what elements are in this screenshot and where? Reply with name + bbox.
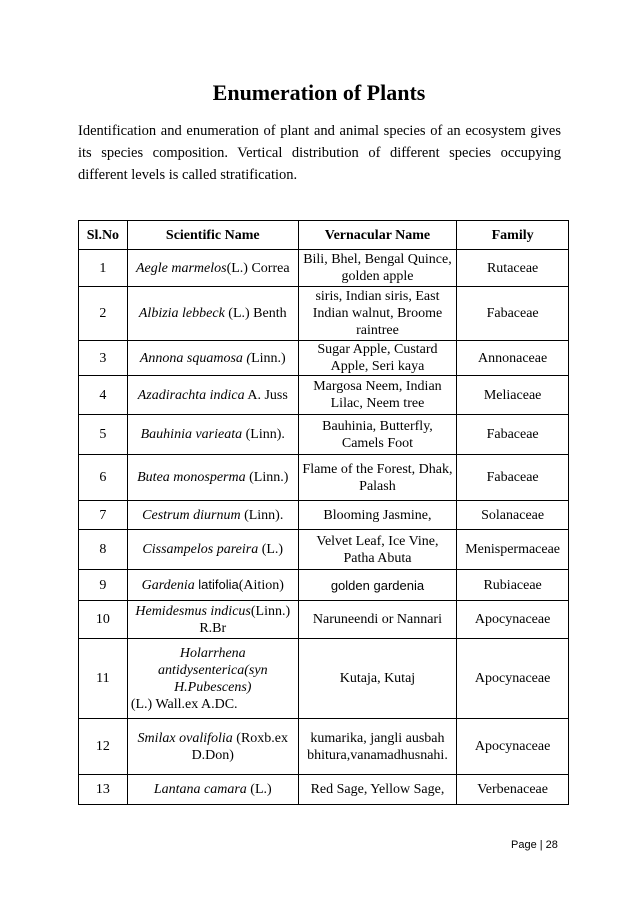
author-citation: (L.) bbox=[258, 542, 284, 557]
scientific-name: Butea monosperma bbox=[137, 470, 246, 485]
scientific-name-cell bbox=[127, 415, 298, 455]
vernacular-name-cell: Red Sage, Yellow Sage, bbox=[298, 775, 457, 805]
family-cell: Solanaceae bbox=[457, 501, 569, 530]
scientific-name-cell bbox=[127, 341, 298, 376]
vernacular-name-cell: Bili, Bhel, Bengal Quince, golden apple bbox=[298, 250, 457, 287]
author-citation: (Linn.) R.Br bbox=[199, 603, 291, 636]
table-row bbox=[79, 415, 569, 455]
header-vernacular-name: Vernacular Name bbox=[298, 221, 457, 250]
author-citation: (Linn). bbox=[240, 507, 284, 523]
vernacular-name-cell: Margosa Neem, Indian Lilac, Neem tree bbox=[298, 376, 457, 415]
scientific-name-cell bbox=[127, 775, 298, 805]
sl-no-cell: 10 bbox=[79, 601, 128, 639]
scientific-name-cell bbox=[127, 376, 298, 415]
table-row bbox=[79, 570, 569, 601]
author-citation: (Aition) bbox=[238, 578, 284, 593]
table-row bbox=[79, 501, 569, 530]
family-cell: Meliaceae bbox=[457, 376, 569, 415]
header-scientific-name: Scientific Name bbox=[127, 221, 298, 250]
table-row bbox=[79, 530, 569, 570]
sl-no-cell: 13 bbox=[79, 775, 128, 805]
author-citation: (Linn.) bbox=[245, 470, 289, 485]
vernacular-name-cell: Blooming Jasmine, bbox=[298, 501, 457, 530]
scientific-name-cell bbox=[127, 639, 298, 719]
scientific-name-cell bbox=[127, 250, 298, 287]
scientific-name-cell bbox=[127, 601, 298, 639]
vernacular-name-cell: Kutaja, Kutaj bbox=[298, 639, 457, 719]
family-cell: Annonaceae bbox=[457, 341, 569, 376]
vernacular-name-cell: Sugar Apple, Custard Apple, Seri kaya bbox=[298, 341, 457, 376]
family-cell: Apocynaceae bbox=[457, 719, 569, 775]
scientific-name-epithet: latifolia bbox=[198, 577, 239, 592]
sl-no-cell: 2 bbox=[79, 287, 128, 341]
scientific-name: Holarrhena antidysenterica(syn H.Pubescens) bbox=[157, 645, 268, 695]
scientific-name: Lantana camara bbox=[153, 782, 247, 797]
plants-table bbox=[78, 220, 569, 805]
family-cell: Fabaceae bbox=[457, 455, 569, 501]
family-cell: Rutaceae bbox=[457, 250, 569, 287]
table-row bbox=[79, 601, 569, 639]
vernacular-name-cell: siris, Indian siris, East Indian walnut, Broome raintree bbox=[298, 287, 457, 341]
scientific-name: Azadirachta indica bbox=[137, 387, 245, 403]
vernacular-name-cell: Bauhinia, Butterfly, Camels Foot bbox=[298, 415, 457, 455]
scientific-name: Albizia lebbeck bbox=[138, 306, 225, 321]
author-citation: (Linn). bbox=[242, 427, 285, 442]
family-cell: Rubiaceae bbox=[457, 570, 569, 601]
header-sl-no: Sl.No bbox=[79, 221, 128, 250]
scientific-name: Annona squamosa ( bbox=[139, 350, 252, 366]
header-family: Family bbox=[457, 221, 569, 250]
vernacular-name-cell: kumarika, jangli ausbah bhitura,vanamadhusnahi. bbox=[298, 719, 457, 775]
sl-no-cell: 5 bbox=[79, 415, 128, 455]
vernacular-name-cell: Velvet Leaf, Ice Vine, Patha Abuta bbox=[298, 530, 457, 570]
scientific-name-cell bbox=[127, 501, 298, 530]
vernacular-name-cell: Flame of the Forest, Dhak, Palash bbox=[298, 455, 457, 501]
table-row bbox=[79, 376, 569, 415]
table-row bbox=[79, 719, 569, 775]
family-cell: Apocynaceae bbox=[457, 601, 569, 639]
author-citation: (L.) Wall.ex A.DC. bbox=[130, 696, 238, 712]
family-cell: Fabaceae bbox=[457, 287, 569, 341]
scientific-name-cell bbox=[127, 719, 298, 775]
scientific-name-cell bbox=[127, 455, 298, 501]
scientific-name: Aegle marmelos bbox=[135, 260, 227, 276]
sl-no-cell: 6 bbox=[79, 455, 128, 501]
family-cell: Fabaceae bbox=[457, 415, 569, 455]
sl-no-cell: 11 bbox=[79, 639, 128, 719]
scientific-name: Gardenia bbox=[141, 578, 199, 593]
scientific-name: Cestrum diurnum bbox=[142, 507, 241, 523]
scientific-name: Bauhinia varieata bbox=[140, 427, 243, 442]
scientific-name: Cissampelos pareira bbox=[142, 542, 259, 557]
scientific-name-cell bbox=[127, 570, 298, 601]
intro-paragraph: Identification and enumeration of plant and animal species of an ecosystem gives its species composition. Vertical distribution of different species occupying different levels is called stratification. bbox=[78, 123, 561, 183]
family-cell: Verbenaceae bbox=[457, 775, 569, 805]
vernacular-name-cell: Naruneendi or Nannari bbox=[298, 601, 457, 639]
sl-no-cell: 12 bbox=[79, 719, 128, 775]
sl-no-cell: 3 bbox=[79, 341, 128, 376]
author-citation: (L.) Correa bbox=[226, 260, 290, 276]
table-row bbox=[79, 341, 569, 376]
page-title: Enumeration of Plants bbox=[212, 80, 426, 105]
table-row bbox=[79, 250, 569, 287]
author-citation: (L.) Benth bbox=[224, 306, 287, 321]
table-row bbox=[79, 455, 569, 501]
author-citation: (Roxb.ex D.Don) bbox=[191, 730, 288, 763]
scientific-name-cell bbox=[127, 530, 298, 570]
table-row bbox=[79, 775, 569, 805]
sl-no-cell: 1 bbox=[79, 250, 128, 287]
sl-no-cell: 4 bbox=[79, 376, 128, 415]
sl-no-cell: 9 bbox=[79, 570, 128, 601]
family-cell: Apocynaceae bbox=[457, 639, 569, 719]
table-header-row bbox=[79, 221, 569, 250]
sl-no-cell: 7 bbox=[79, 501, 128, 530]
table-row bbox=[79, 287, 569, 341]
scientific-name: Smilax ovalifolia bbox=[137, 730, 233, 746]
page-number: Page | 28 bbox=[511, 839, 558, 851]
family-cell: Menispermaceae bbox=[457, 530, 569, 570]
vernacular-name-cell: golden gardenia bbox=[298, 570, 457, 601]
scientific-name: Hemidesmus indicus bbox=[135, 603, 251, 619]
author-citation: A. Juss bbox=[244, 387, 288, 403]
scientific-name-cell bbox=[127, 287, 298, 341]
table-row bbox=[79, 639, 569, 719]
author-citation: (L.) bbox=[246, 782, 272, 797]
sl-no-cell: 8 bbox=[79, 530, 128, 570]
author-citation: Linn.) bbox=[251, 350, 286, 366]
